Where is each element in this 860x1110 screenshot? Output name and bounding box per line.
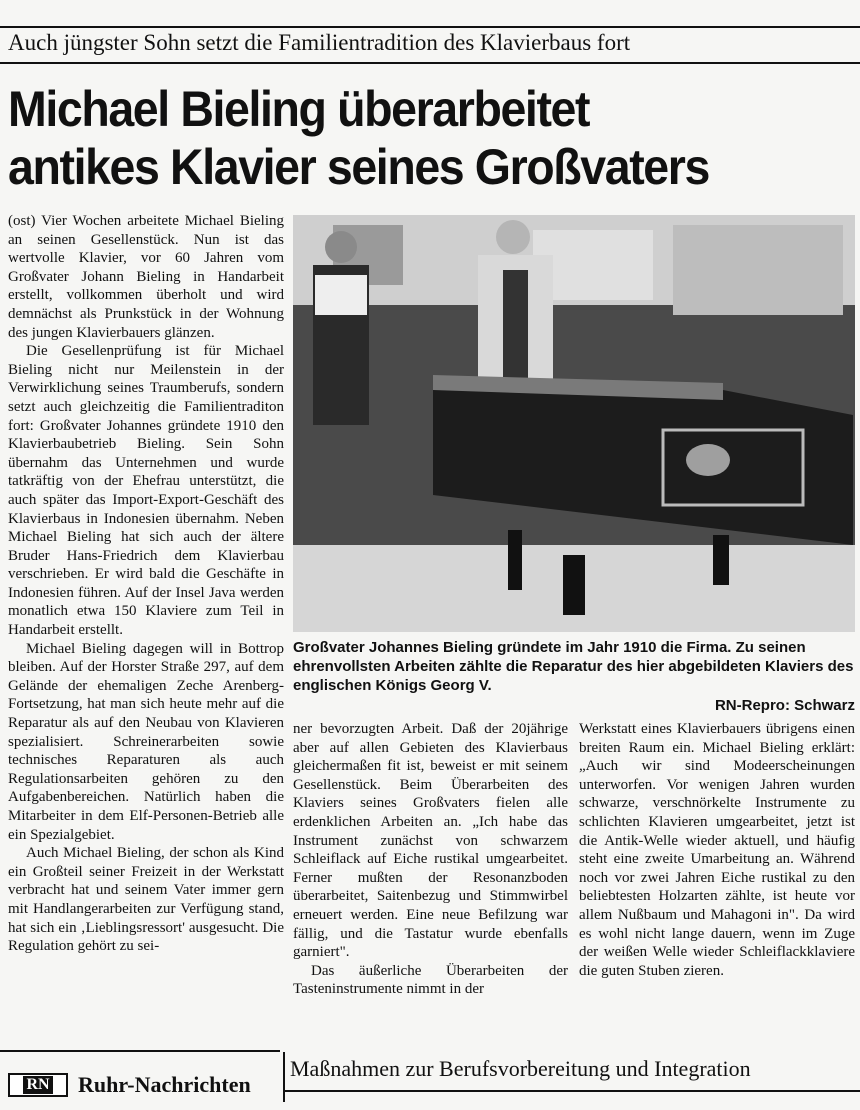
paragraph: Werkstatt eines Klavierbauers übrigens einen breiten Raum ein. Michael Bieling erklärt: „Auch wir sind Modeerscheinungen unterworfen. Vor wenigen Jahren wurden schwarze, verschnörkelte Instrumente zu schlichten Klavieren umgearbeitet, jetzt ist die Antik-Welle wieder aktuell, und häufig steht eine zweite Umarbeitung an. Während noch vor zwei Jahren Eiche rustikal zu den beliebtesten Holzarten zählte, ist heute vor allem Nußbaum und Mahagoni in". Da wird es wohl nicht lange dauern, wenn im Zuge der weißen Welle wieder Schleiflackklaviere die guten Stuben zieren.: [579, 721, 855, 979]
headline-line1: Michael Bieling überarbeitet: [8, 81, 590, 137]
bottom-rule-left: [0, 1050, 280, 1052]
piano-photo: [293, 215, 855, 632]
photo-caption: Großvater Johannes Bieling gründete im Jahr 1910 die Firma. Zu seinen ehrenvollsten Arbeiten zählte die Reparatur des hier abgebildeten Klaviers des englischen Königs Georg V.: [293, 639, 854, 694]
photo-illustration: [293, 215, 855, 632]
top-rule: [0, 26, 860, 28]
headline: [8, 80, 799, 196]
newspaper-name: Ruhr-Nachrichten: [78, 1072, 251, 1097]
paragraph: Michael Bieling dagegen will in Bottrop bleiben. Auf der Horster Straße 297, auf dem Gelände der ehemaligen Zeche Arenberg-Fortsetzung, hat man sich heute mehr auf die Reparatur als auf den Neubau von Klavieren spezialisiert. Schreinerarbeiten sowie technisches Reparaturen als auch Regulationsarbeiten gehören zu den Aufgabenbereichen. Natürlich haben die Mitarbeiter in dem Elf-Personen-Betrieb alle ein Spezialgebiet.: [8, 640, 284, 843]
footer-divider: [283, 1052, 285, 1102]
paragraph: Auch Michael Bieling, der schon als Kind ein Großteil seiner Freizeit in der Werkstatt verbracht hat und seinem Vater immer gern mit Handlangerarbeiten zur Verfügung stand, hat sich ein ‚Lieblingsressort' ausgesucht. Die Regulation gehört zu sei-: [8, 845, 284, 955]
rn-logo-text: RN: [23, 1076, 52, 1094]
photo-credit: RN-Repro: Schwarz: [714, 697, 855, 714]
bottom-rule-right: [285, 1090, 860, 1092]
article-column-2: [293, 720, 568, 999]
article-column-1: [8, 212, 284, 956]
kicker-rule: [0, 62, 860, 64]
rn-logo: [8, 1073, 68, 1097]
paragraph: Das äußerliche Überarbeiten der Tasteninstrumente nimmt in der: [293, 962, 568, 998]
article-column-3: [579, 720, 855, 980]
section-title: Maßnahmen zur Berufsvorbereitung und Integration: [290, 1056, 751, 1081]
paragraph: Die Gesellenprüfung ist für Michael Bieling nicht nur Meilenstein in der Verwirklichung seines Traumberufs, sondern setzt auch gleichzeitig die Familientraditon fort: Großvater Johannes gründete 1910 den Klavierbaubetrieb Bieling. Sein Sohn übernahm das Unternehmen und wurde tatkräftig von der Ehefrau unterstützt, die auch später das Import-Export-Geschäft des Klavierbaus in Indonesien übernahm. Neben Michael Bieling hat sich auch der ältere Bruder Hans-Friedrich dem Klavierbau verschrieben. Er wird bald die Geschäfte in Indonesien führen. Auf der Insel Java werden monatlich etwa 150 Klaviere zum Teil in Handarbeit erstellt.: [8, 343, 284, 639]
paragraph: (ost) Vier Wochen arbeitete Michael Bieling an seinen Gesellenstück. Nun ist das wertvolle Klavier, vor 60 Jahren vom Großvater Johann Bieling in Handarbeit erstellt, vollkommen überholt und wird demnächst als Prunkstück in der Wohnung des jungen Klavierbauers glänzen.: [8, 213, 284, 341]
paragraph: ner bevorzugten Arbeit. Daß der 20jährige aber auf allen Gebieten des Klavierbaus gleichermaßen fit ist, beweist er mit seinem Gesellenstück. Beim Überarbeiten des Klaviers seines Großvaters fielen alle erdenklichen Arbeiten an. „Ich habe das Instrument zunächst von schwarzem Schleiflack auf Eiche rustikal umgearbeitet. Ferner mußten der Resonanzboden überarbeitet, Saitenbezug und Stimmwirbel erneuert werden. Eine neue Befilzung war fällig, und die Tastatur wurde ebenfalls garniert".: [293, 721, 568, 961]
headline-line2: antikes Klavier seines Großvaters: [8, 139, 709, 195]
kicker: Auch jüngster Sohn setzt die Familientradition des Klavierbaus fort: [8, 30, 631, 55]
